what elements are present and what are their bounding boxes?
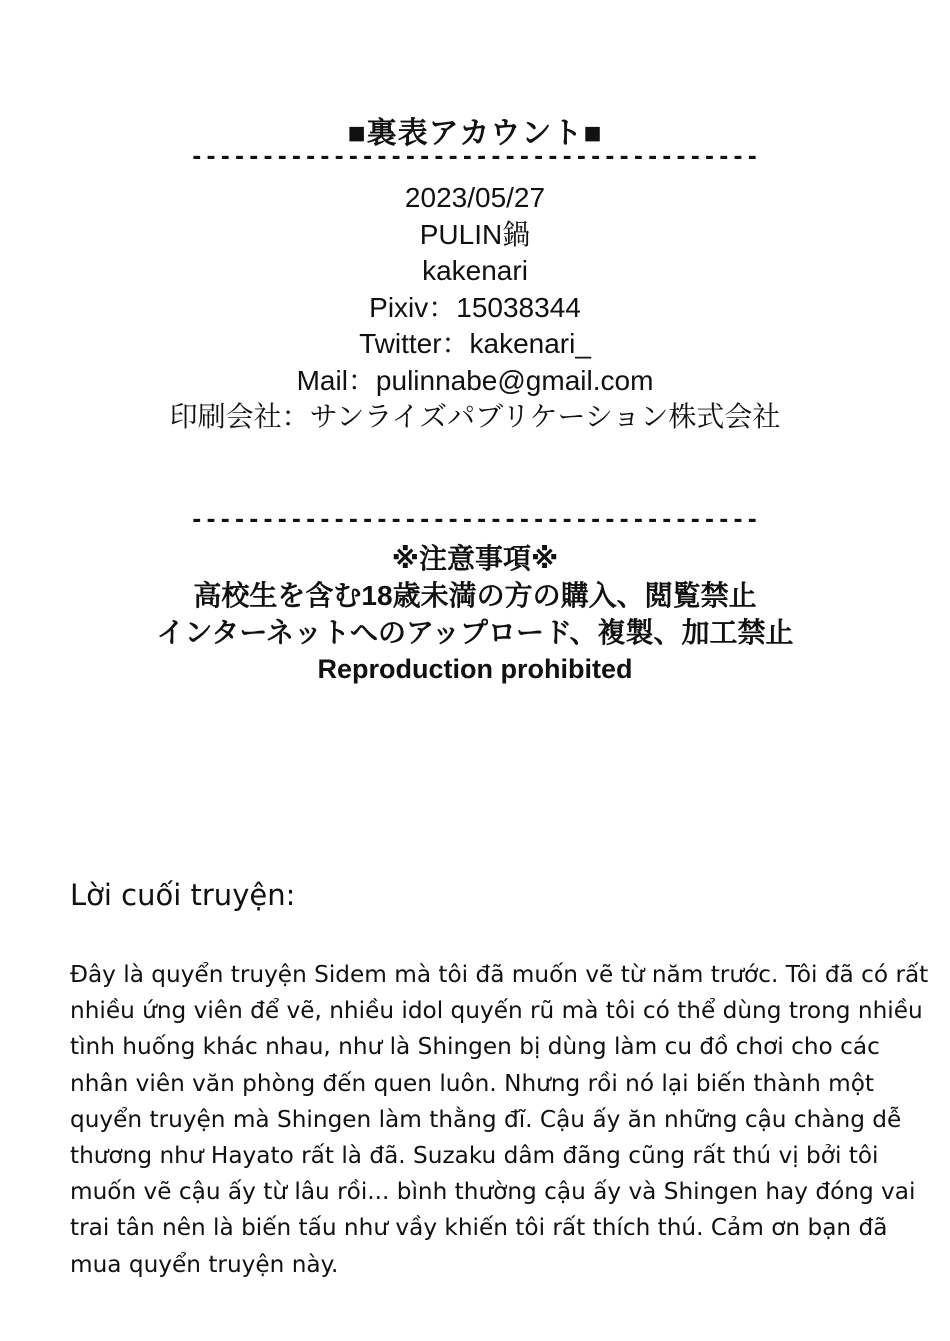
printer-name: 印刷会社：サンライズパブリケーション株式会社 [169,401,781,432]
colophon-info [0,180,950,436]
notice-upload-prohibited: インターネットへのアップロード、複製、加工禁止 [156,617,794,648]
twitter-handle: Twitter：kakenari_ [359,328,591,359]
divider-top: ---------------------------------------- [190,145,760,170]
notice-age-restriction: 高校生を含む18歳未満の方の購入、閲覧禁止 [193,580,757,611]
afterword-line: muốn vẽ cậu ấy từ lâu rồi... bình thường cậu ấy và Shingen hay đóng vai [70,1178,916,1206]
afterword-line: trai tân nên là biến tấu như vầy khiến tôi rất thích thú. Cảm ơn bạn đã [70,1214,888,1242]
notice-block [0,540,950,688]
afterword-line: mua quyển truyện này. [70,1250,339,1278]
afterword-line: nhân viên văn phòng đến quen luôn. Nhưng rồi nó lại biến thành một [70,1069,874,1097]
afterword-line: tình huống khác nhau, như là Shingen bị dùng làm cu đồ chơi cho các [70,1033,880,1061]
afterword-line: Đây là quyển truyện Sidem mà tôi đã muốn vẽ từ năm trước. Tôi đã có rất [70,961,929,988]
afterword-line: thương như Hayato rất là đã. Suzaku dâm đãng cũng rất thú vị bởi tôi [70,1142,879,1170]
divider-bottom: ---------------------------------------- [190,508,760,533]
colophon-title: ■裏表アカウント■ [347,117,603,150]
publication-date: 2023/05/27 [404,182,546,213]
notice-heading: ※注意事項※ [391,543,559,574]
afterword-line: quyển truyện mà Shingen làm thằng đĩ. Cậu ấy ăn những cậu chàng dễ [70,1105,902,1133]
afterword-line: nhiều ứng viên để vẽ, nhiều idol quyến rũ mà tôi có thể dùng trong nhiều [70,997,923,1025]
notice-reproduction-prohibited: Reproduction prohibited [317,654,633,684]
mail-address: Mail：pulinnabe@gmail.com [296,364,654,396]
afterword-body [70,957,929,1283]
author-name: kakenari [422,255,528,286]
circle-name: PULIN鍋 [419,218,531,250]
pixiv-id: Pixiv：15038344 [369,291,581,323]
afterword-title: Lời cuối truyện: [70,878,296,912]
